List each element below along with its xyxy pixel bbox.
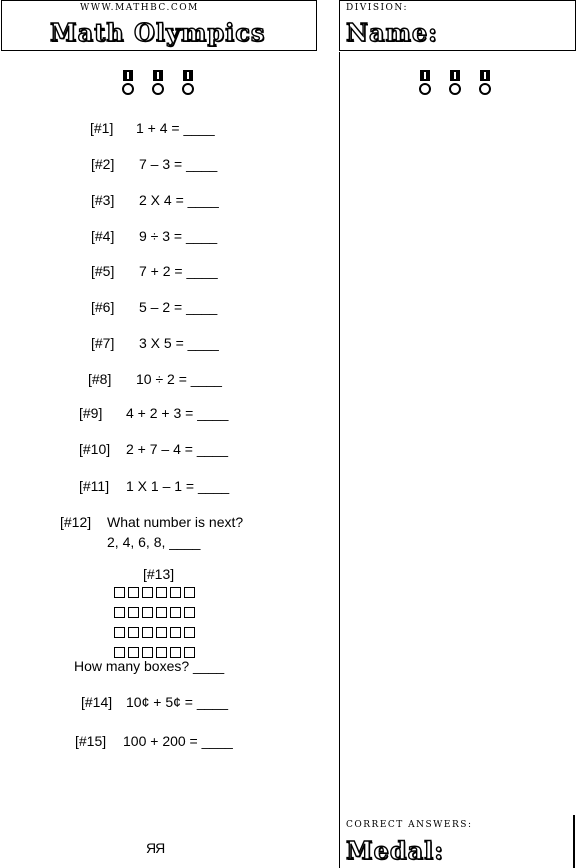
question-6 bbox=[91, 299, 217, 315]
correct-answers-label: CORRECT ANSWERS: bbox=[346, 820, 473, 830]
question-number: [#1] bbox=[90, 120, 114, 136]
question-text: 2 X 4 = ____ bbox=[139, 192, 219, 208]
question-13-number: [#13] bbox=[143, 566, 175, 582]
question-text: 10 ÷ 2 = ____ bbox=[136, 371, 222, 387]
medal-icon bbox=[418, 70, 432, 96]
medal-label: Medal: bbox=[346, 836, 445, 865]
question-12-sequence: 2, 4, 6, 8, ____ bbox=[107, 534, 201, 550]
question-text: 5 – 2 = ____ bbox=[139, 299, 218, 315]
medal-icon bbox=[151, 70, 165, 96]
division-label: DIVISION: bbox=[346, 3, 409, 13]
medal-icon bbox=[478, 70, 492, 96]
question-5 bbox=[91, 263, 218, 279]
name-label: Name: bbox=[346, 18, 439, 47]
question-text: 100 + 200 = ____ bbox=[123, 733, 233, 749]
question-text: 4 + 2 + 3 = ____ bbox=[126, 405, 229, 421]
question-10 bbox=[79, 441, 228, 457]
question-text: 1 X 1 – 1 = ____ bbox=[126, 478, 230, 494]
question-text: 2 + 7 – 4 = ____ bbox=[126, 441, 228, 457]
right-divider bbox=[339, 52, 340, 868]
medal-row-left bbox=[121, 70, 195, 96]
question-number: [#3] bbox=[91, 192, 115, 208]
question-number: [#7] bbox=[91, 335, 115, 351]
question-9 bbox=[79, 405, 228, 421]
box-grid bbox=[114, 587, 195, 658]
question-number: [#11] bbox=[79, 478, 110, 494]
question-14 bbox=[81, 694, 228, 710]
question-number: [#5] bbox=[91, 263, 115, 279]
footer-right-edge bbox=[573, 815, 575, 868]
question-number: [#6] bbox=[91, 299, 115, 315]
question-8 bbox=[88, 371, 222, 387]
question-4 bbox=[91, 228, 217, 244]
question-text: 9 ÷ 3 = ____ bbox=[139, 228, 218, 244]
question-number: [#8] bbox=[88, 371, 112, 387]
medal-row-right bbox=[418, 70, 492, 96]
question-text: 1 + 4 = ____ bbox=[136, 120, 215, 136]
medal-icon bbox=[181, 70, 195, 96]
question-text: 3 X 5 = ____ bbox=[139, 335, 219, 351]
question-13-text: How many boxes? ____ bbox=[74, 658, 225, 674]
question-7 bbox=[91, 335, 219, 351]
medal-icon bbox=[121, 70, 135, 96]
question-text: 10¢ + 5¢ = ____ bbox=[126, 694, 228, 710]
footer-logo: ЯЯ bbox=[146, 840, 165, 856]
question-1 bbox=[90, 120, 215, 136]
question-3 bbox=[91, 192, 219, 208]
question-number: [#9] bbox=[79, 405, 103, 421]
question-text: What number is next? bbox=[107, 514, 244, 530]
question-number: [#12] bbox=[60, 514, 92, 530]
question-12 bbox=[60, 514, 243, 530]
site-url: WWW.MATHBC.COM bbox=[80, 3, 199, 13]
question-number: [#2] bbox=[91, 156, 115, 172]
medal-icon bbox=[448, 70, 462, 96]
question-text: 7 – 3 = ____ bbox=[139, 156, 218, 172]
question-11 bbox=[79, 478, 229, 494]
question-text: 7 + 2 = ____ bbox=[139, 263, 218, 279]
question-15 bbox=[75, 733, 233, 749]
question-number: [#10] bbox=[79, 441, 111, 457]
question-number: [#15] bbox=[75, 733, 107, 749]
page-title: Math Olympics bbox=[50, 18, 266, 47]
question-2 bbox=[91, 156, 217, 172]
question-number: [#4] bbox=[91, 228, 115, 244]
question-number: [#14] bbox=[81, 694, 113, 710]
